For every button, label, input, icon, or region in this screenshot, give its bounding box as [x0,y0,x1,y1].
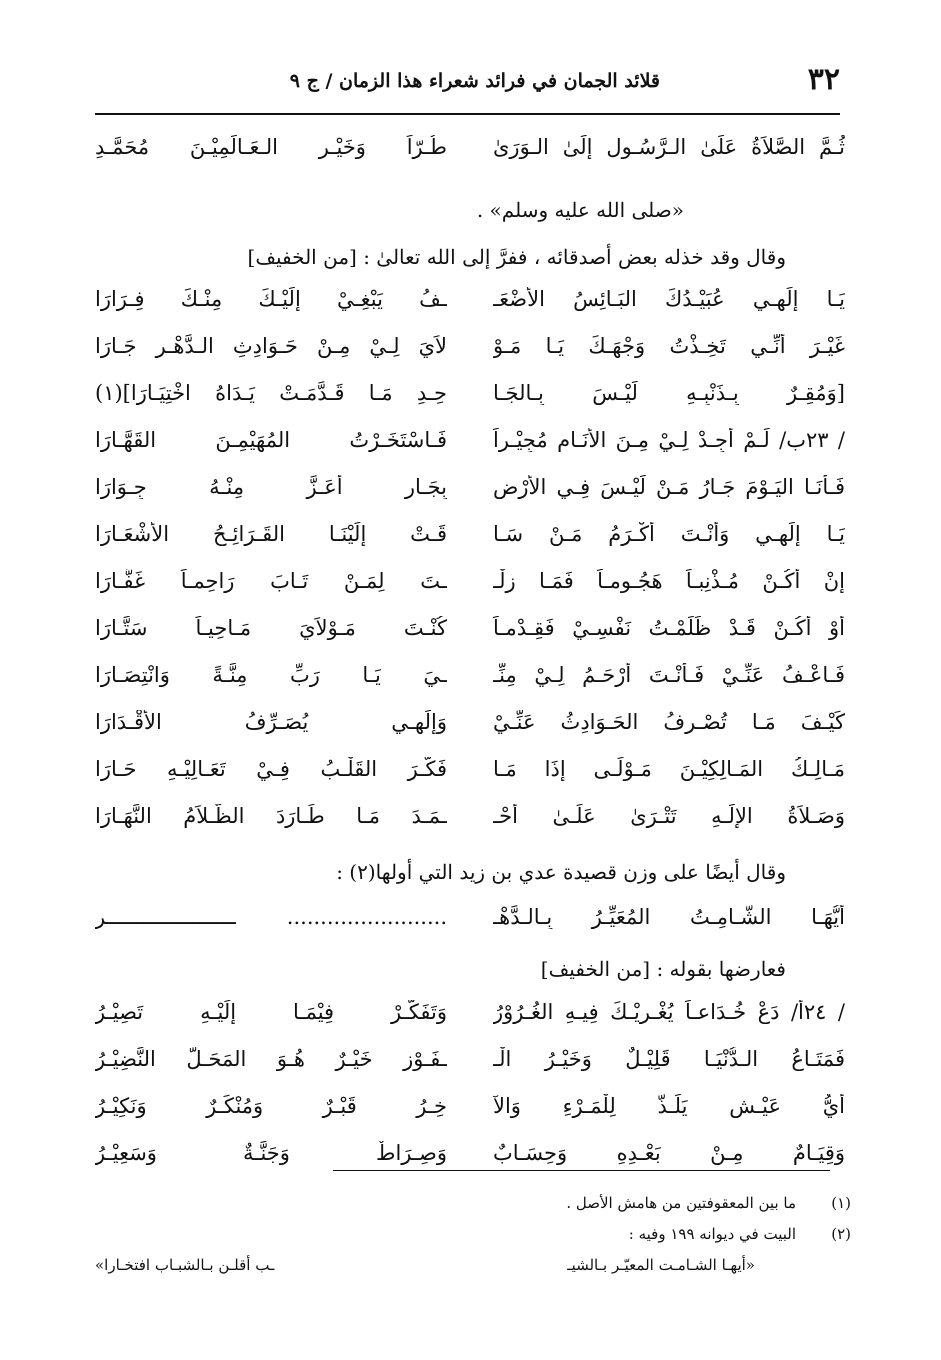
footnote-rule [333,1170,830,1171]
poem2-intro: وقال أيضًا على وزن قصيدة عدي بن زيد التي أولها(٢) : [336,860,786,884]
verse-line [95,663,845,711]
verse-second-hemistich: ـيَ يَـا رَبِّ مِنَّـةً وَانْتِصَـارَا [95,663,447,687]
verse-second-hemistich: وَإِلَهِـي يُصَـرِّفُ الأَقْـدَارَا [95,710,447,734]
poem3-intro: فعارضها بقوله : [من الخفيف] [540,957,786,981]
verse-first-hemistich: أَيُّهَـا الشَّـامِـتُ المُعَيِّـرُ بِـالـدَّهْـ [493,905,845,929]
verse-first-hemistich: فَـاعْـفُ عَنِّـيْ فَـأَنْـتَ أَرْحَـمُ لِـيْ مِنِّـ [493,663,845,687]
verse-line [95,1094,845,1142]
verse-second-hemistich: ـفَـوْزِ خَيْـرٌ هُـوَ المَحَـلُّ النَّضِيْـرُ [95,1047,447,1071]
verse-first-hemistich: يَـا إِلَهِـي عُبَيْـدُكَ البَـائِسُ الأَضْعَـ [493,287,845,311]
footnote-text: ما بين المعقوفتين من هامش الأصل . [566,1194,796,1212]
verse-first-hemistich: كَيْـفَ مَـا تُصْـرِفُ الحَـوَادِثُ عَنِّـيْ [493,710,845,734]
verse-first-hemistich: مَـالِـكُ المَـالِكِيْـنَ مَـوْلًـى إِذَا مَـا [493,757,845,781]
running-title: قلائد الجمان في فرائد شعراء هذا الزمان / ج ٩ [289,70,660,92]
footnote-number: (٢) [831,1225,851,1243]
verse-line [95,381,845,429]
verse-line [95,334,845,382]
verse-line [95,135,845,183]
verse-line [95,569,845,617]
verse-second-hemistich: خِـرُ قَبْـرٌ وَمُنْكَـرٌ وَنَكِيْـرُ [95,1094,447,1118]
verse-line [95,616,845,664]
verse-line [95,1000,845,1048]
footnote-number: (١) [831,1194,851,1212]
verse-first-hemistich: غَيْـرَ أَنِّـي تَخِـذْتُ وَجْهَـكَ يَـا مَـوْ [493,334,845,358]
verse-line [95,905,845,953]
verse-first-hemistich: أَوْ أَكُـنْ قَـدْ ظَلَمْـتُ نَفْسِـيْ فَقِـدْمـاً [493,616,845,640]
verse-first-hemistich: «أيهـا الشـامـت المعيّـر بـالشيـ [567,1256,755,1274]
verse-second-hemistich: ـتَ لِمَـنْ تَـابَ رَاحِمـاً غَفَّـارَا [95,569,447,593]
page-number: ٣٢ [807,62,840,97]
verse-line [95,1141,845,1189]
verse-second-hemistich: طُـرّاً وَخَيْـرِ الـعَـالَمِيْـنَ مُحَمَّـدِ [95,135,447,159]
verse-second-hemistich: ........................ ـــــــــــــــــــــرِ [95,905,447,929]
verse-first-hemistich: وَقِيَـامٌ مِـنْ بَعْـدِهِ وَحِسَـابٌ [493,1141,845,1165]
verse-second-hemistich: وَصِـرَاطٌ وَجَنَّـةٌ وَسَعِيْـرُ [95,1141,447,1165]
verse-second-hemistich: قَـتْ إِلَيْنَـا القَـرَائِـحُ الأَشْعَـارَا [95,522,447,546]
verse-second-hemistich: ـمَـدَ مَـا طَـارَدَ الظَّـلاَمُ النَّهَـارَا [95,804,447,828]
verse-first-hemistich: [وَمُقِـرٌ بِـذَنْبِـهِ لَيْـسَ بِـالجَـا [493,381,845,405]
verse-first-hemistich: أَيُّ عَيْـشٍ يَلَـذُّ لِلْمَـرْءِ وَالآ [493,1094,845,1118]
footnote-verse [95,1256,755,1280]
verse-second-hemistich: كُنْـتَ مَـوْلاَيَ مَـاحِيـاً سَتَّـارَا [95,616,447,640]
verse-first-hemistich: / ٢٤أ/ دَعْ خُـدَاعـاً يُغْـرِيْـكَ فِيـهِ الغُـرُوْرُ [493,1000,845,1024]
verse-first-hemistich: / ٢٣ب/ لَـمْ أَجِـدْ لِـيْ مِـنَ الأَنَـامِ مُجِيْـراً [493,428,845,452]
verse-second-hemistich: ـب أقلـن بـالشبـاب افتخـارا» [95,1256,275,1274]
salutation-text: «صلى الله عليه وسلم» . [476,198,684,222]
verse-first-hemistich: وَصَـلاَةُ الإِلَـهِ تَتْـرَىٰ عَلَـىٰ أَحْـ [493,804,845,828]
verse-line [95,287,845,335]
verse-first-hemistich: إِنْ أَكُـنْ مُـذْنِبـاً هَجُـومـاً فَمَـا زِلْـ [493,569,845,593]
verse-second-hemistich: فَكَّـرَ القَلْـبُ فِـيْ تَعَـالِيْـهِ حَـارَا [95,757,447,781]
verse-second-hemistich: وَتَفَكَّـرْ فِيْمَـا إِلَيْـهِ تَصِيْـرُ [95,1000,447,1024]
verse-line [95,428,845,476]
verse-line [95,804,845,852]
verse-second-hemistich: فَـاسْتَخَـرْتُ المُهَيْمِـنَ القَهَّـارَا [95,428,447,452]
footnote-text: البيت في ديوانه ١٩٩ وفيه : [628,1225,796,1243]
header-rule [95,113,840,115]
verse-line [95,475,845,523]
verse-first-hemistich: يَـا إِلَهِـي وَأَنْـتَ أَكْـرَمُ مَـنْ سَـا [493,522,845,546]
verse-line [95,757,845,805]
verse-first-hemistich: ثُـمَّ الصَّلاَةُ عَلَىٰ الـرَّسُـولِ إِلَىٰ الـوَرَىٰ [493,135,845,159]
poem1-intro: وقال وقد خذله بعض أصدقائه ، ففرَّ إلى الله تعالىٰ : [من الخفيف] [247,245,786,269]
verse-second-hemistich: بِجَـارٍ أَعَـزَّ مِنْـهُ جِـوَارَا [95,475,447,499]
verse-second-hemistich: ـفُ يَبْغِـيْ إِلَيْـكَ مِنْـكَ فِـرَارَا [95,287,447,311]
verse-first-hemistich: فَـأَنَـا اليَـوْمَ جَـارُ مَـنْ لَيْـسَ فِـي الأَرْضِ [493,475,845,499]
verse-line [95,1047,845,1095]
page-header [95,62,840,102]
verse-second-hemistich: حِـدِ مَـا قَـدَّمَـتْ يَـدَاهُ اخْتِيَـارَا](١) [95,381,447,405]
verse-line [95,522,845,570]
verse-first-hemistich: فَمَتَـاعُ الـدُّنْيَـا قَلِيْـلٌ وَخَيْـرُ الْـ [493,1047,845,1071]
verse-line [95,710,845,758]
verse-second-hemistich: لاَيَ لِـيْ مِـنْ حَـوَادِثِ الـدَّهْـرِ جَـارَا [95,334,447,358]
